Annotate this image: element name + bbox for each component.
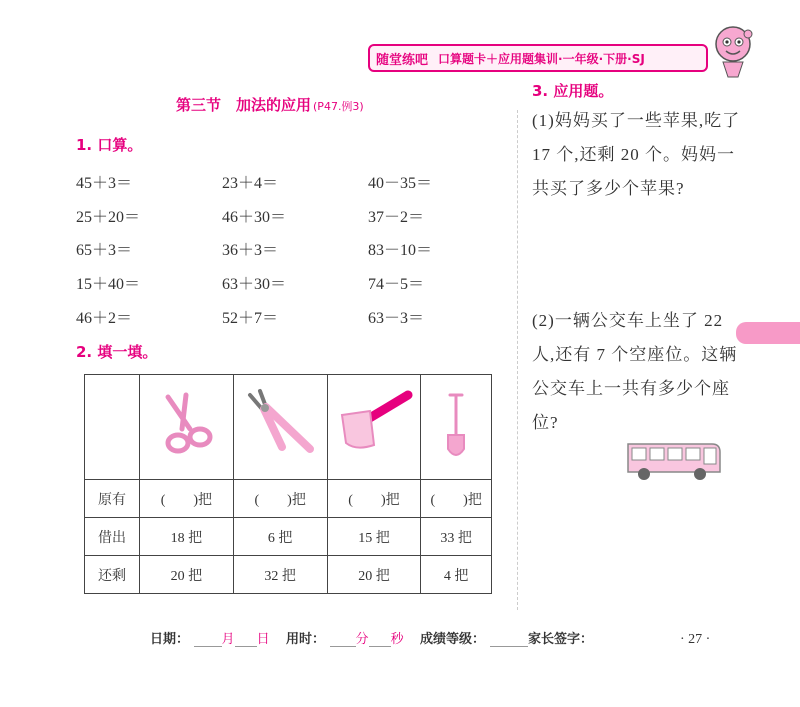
page-number: · 27 · bbox=[680, 632, 711, 647]
mascot-icon bbox=[708, 22, 758, 82]
table-cell: 33 把 bbox=[421, 518, 492, 556]
tool-cell bbox=[140, 375, 234, 480]
calc-item: 83－10＝ bbox=[368, 242, 433, 259]
scissors-icon bbox=[146, 385, 226, 465]
grade-blank[interactable] bbox=[490, 634, 528, 647]
q1-heading: 1. 口算。 bbox=[76, 136, 143, 154]
table-cell: 18 把 bbox=[140, 518, 234, 556]
pliers-icon bbox=[240, 385, 320, 465]
table-row bbox=[85, 375, 492, 480]
second-blank[interactable] bbox=[369, 634, 391, 647]
row-label: 还剩 bbox=[85, 556, 140, 594]
blank-cell[interactable]: ( )把 bbox=[140, 480, 234, 518]
sign-label: 家长签字： bbox=[528, 632, 594, 647]
date-label: 日期： bbox=[150, 632, 190, 647]
calc-item: 63－3＝ bbox=[368, 310, 425, 327]
section-title bbox=[176, 94, 364, 115]
word-problem-1: (1)妈妈买了一些苹果,吃了 17 个,还剩 20 个。妈妈一共买了多少个苹果? bbox=[532, 111, 741, 198]
calc-item: 63＋30＝ bbox=[222, 276, 287, 293]
table-row bbox=[85, 556, 492, 594]
table-cell: 6 把 bbox=[233, 518, 327, 556]
calc-item: 65＋3＝ bbox=[76, 242, 133, 259]
footer-grade bbox=[420, 628, 528, 647]
row-label: 原有 bbox=[85, 480, 140, 518]
bus-icon bbox=[624, 438, 724, 482]
calc-item: 52＋7＝ bbox=[222, 310, 279, 327]
calc-item: 74－5＝ bbox=[368, 276, 425, 293]
table-row bbox=[85, 518, 492, 556]
hatchet-icon bbox=[334, 385, 414, 465]
calc-item: 45＋3＝ bbox=[76, 175, 133, 192]
section-title-text: 第三节 加法的应用 bbox=[176, 96, 312, 114]
table-cell: 15 把 bbox=[327, 518, 421, 556]
footer-time bbox=[286, 628, 404, 647]
table-cell: 20 把 bbox=[327, 556, 421, 594]
tool-cell bbox=[233, 375, 327, 480]
blank-cell[interactable]: ( )把 bbox=[421, 480, 492, 518]
section-ref: (P47.例3) bbox=[313, 100, 364, 113]
table-cell: 20 把 bbox=[140, 556, 234, 594]
calc-item: 23＋4＝ bbox=[222, 175, 279, 192]
word-problem-2: (2)一辆公交车上坐了 22 人,还有 7 个空座位。这辆公交车上一共有多少个座位? bbox=[532, 311, 738, 432]
calc-item: 46＋30＝ bbox=[222, 209, 287, 226]
minute-blank[interactable] bbox=[330, 634, 356, 647]
brand-label: 随堂练吧 bbox=[376, 52, 429, 68]
row-label: 借出 bbox=[85, 518, 140, 556]
calc-item: 25＋20＝ bbox=[76, 209, 141, 226]
month-blank[interactable] bbox=[194, 634, 222, 647]
calc-item: 40－35＝ bbox=[368, 175, 433, 192]
minute-label: 分 bbox=[355, 632, 369, 647]
blank-cell[interactable]: ( )把 bbox=[327, 480, 421, 518]
table-cell: 4 把 bbox=[421, 556, 492, 594]
tools-table bbox=[84, 374, 492, 594]
footer-sign bbox=[528, 628, 593, 647]
grade-label: 成绩等级： bbox=[420, 632, 486, 647]
shovel-icon bbox=[426, 385, 486, 465]
blank-cell[interactable]: ( )把 bbox=[233, 480, 327, 518]
side-tab bbox=[736, 322, 800, 344]
book-title: 口算题卡＋应用题集训·一年级·下册·SJ bbox=[438, 51, 645, 66]
day-blank[interactable] bbox=[235, 634, 257, 647]
month-label: 月 bbox=[221, 632, 235, 647]
table-corner bbox=[85, 375, 140, 480]
header-banner bbox=[368, 44, 708, 72]
q2-heading: 2. 填一填。 bbox=[76, 343, 158, 361]
calc-item: 15＋40＝ bbox=[76, 276, 141, 293]
table-row bbox=[85, 480, 492, 518]
tool-cell bbox=[327, 375, 421, 480]
footer-date bbox=[150, 628, 270, 647]
calc-item: 36＋3＝ bbox=[222, 242, 279, 259]
q3-heading: 3. 应用题。 bbox=[532, 82, 614, 100]
column-divider bbox=[517, 110, 519, 610]
time-label: 用时： bbox=[286, 632, 326, 647]
tool-cell bbox=[421, 375, 492, 480]
calc-item: 46＋2＝ bbox=[76, 310, 133, 327]
calc-item: 37－2＝ bbox=[368, 209, 425, 226]
second-label: 秒 bbox=[390, 632, 404, 647]
day-label: 日 bbox=[256, 632, 270, 647]
table-cell: 32 把 bbox=[233, 556, 327, 594]
